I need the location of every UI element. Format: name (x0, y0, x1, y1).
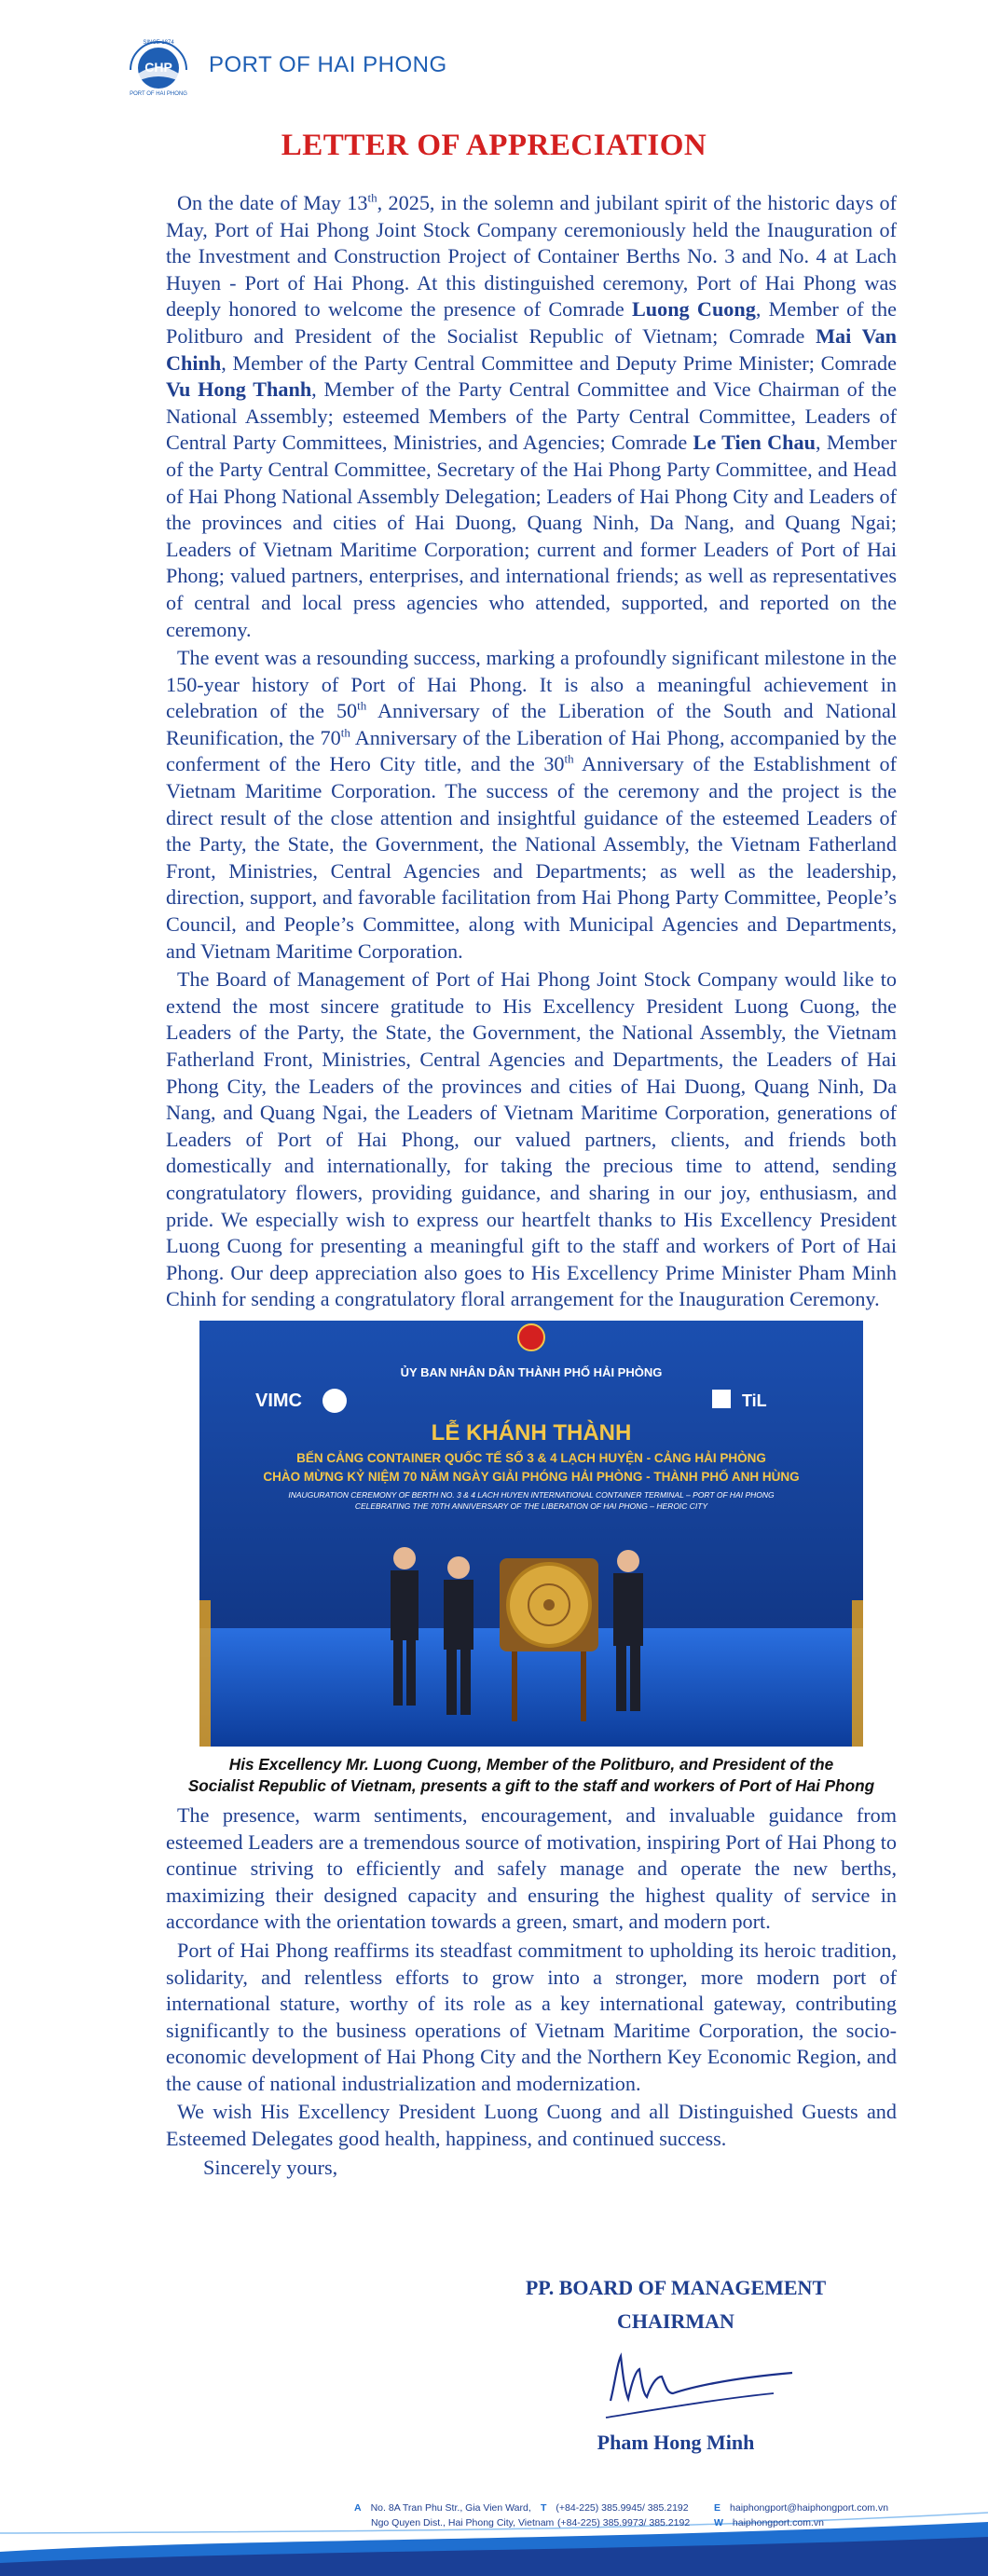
banner-line-1: BẾN CẢNG CONTAINER QUỐC TẾ SỐ 3 & 4 LẠCH HUYỆN - CẢNG HẢI PHÒNG (296, 1450, 766, 1465)
banner-en-2: CELEBRATING THE 70TH ANNIVERSARY OF THE LIBERATION OF HAI PHONG – HEROIC CITY (354, 1500, 708, 1511)
paragraph-3: The Board of Management of Port of Hai Phong Joint Stock Company would like to extend the most sincere gratitude to His Excellency President Luong Cuong, the Leaders of the Party, the State, the Government, the National Assembly, the Vietnam Fatherland Front, Ministries, Central Agencies and Departments, the Leaders of Hai Phong City, the Leaders of the provinces and cities of Hai Duong, Quang Ninh, Da Nang, and Quang Ngai, the Leaders of Vietnam Maritime Corporation, generations of Leaders of Port of Hai Phong, our valued partners, clients, and friends both domestically and internationally, for taking the precious time to attend, sending congratulatory flowers, providing guidance, and sharing in our joy, enthusiasm, and pride. We especially wish to express our heartfelt thanks to His Excellency President Luong Cuong for presenting a meaningful gift to the staff and workers of Port of Hai Phong. Our deep appreciation also goes to His Excellency Prime Minister Pham Minh Chinh for sending a congratulatory floral arrangement for the Inauguration Ceremony. (166, 967, 897, 1311)
signature-line-1: PP. BOARD OF MANAGEMENT (525, 2276, 827, 2299)
paragraph-2: The event was a resounding success, marking a profoundly significant milestone in the 150-year history of Port of Hai Phong. It is also a meaningful achievement in celebration of the 50th Anniversary of the Liberation of the South and National Reunification, the 70th Anniversary of the Liberation of Hai Phong, accompanied by the conferment of the Hero City title, and the 30th Anniversary of the Establishment of Vietnam Maritime Corporation. The success of the ceremony and the project is the direct result of the close attention and insightful guidance of the esteemed Leaders of the Party, the State, the Government, the National Assembly, the Vietnam Fatherland Front, Ministries, Central Agencies and Departments; as well as the leadership, direction, support, and favorable facilitation from Hai Phong Party Committee, People’s Council, and People’s Committee, along with Municipal Agencies and Departments, and Vietnam Maritime Corporation. (166, 646, 898, 963)
paragraph-6: We wish His Excellency President Luong Cuong and all Distinguished Guests and Esteemed Delegates good health, happiness, and continued success. (166, 2100, 897, 2151)
logo-sub: PORT OF HAI PHONG (130, 91, 187, 97)
footer-email[interactable]: haiphongport@haiphongport.com.vn (730, 2502, 889, 2514)
footer-address (354, 2501, 554, 2530)
logo-mark: CHP (144, 60, 172, 75)
web-key: W (714, 2517, 723, 2528)
phone-line-1: (+84-225) 385.9945/ 385.2192 (556, 2502, 689, 2514)
letter-body (166, 190, 897, 2183)
ceremony-photo (199, 1321, 863, 1747)
email-key: E (714, 2502, 721, 2514)
logo-vimc: VIMC (255, 1390, 302, 1411)
handwritten-signature (587, 2345, 802, 2423)
banner-line-2: CHÀO MỪNG KỶ NIỆM 70 NĂM NGÀY GIẢI PHÓNG HẢI PHÒNG - THÀNH PHỐ ANH HÙNG (263, 1469, 800, 1484)
address-line-1: No. 8A Tran Phu Str., Gia Vien Ward, (370, 2502, 531, 2514)
logo-til: TiL (742, 1391, 767, 1410)
footer-phone (541, 2501, 690, 2530)
banner-en-1: INAUGURATION CEREMONY OF BERTH NO. 3 & 4 LACH HUYEN INTERNATIONAL CONTAINER TERMINAL – PORT OF HAI PHONG (288, 1489, 775, 1500)
banner-top: ỦY BAN NHÂN DÂN THÀNH PHỐ HẢI PHÒNG (400, 1364, 663, 1379)
caption-line-1: His Excellency Mr. Luong Cuong, Member of the Politburo, and President of the (228, 1754, 834, 1774)
signatory-name: Pham Hong Minh (597, 2431, 755, 2454)
footer-website[interactable]: haiphongport.com.vn (732, 2517, 824, 2528)
phone-key: T (541, 2502, 547, 2514)
closing: Sincerely yours, (203, 2155, 338, 2179)
address-line-2: Ngo Quyen Dist., Hai Phong City, Vietnam (371, 2517, 555, 2528)
signature-line-2: CHAIRMAN (617, 2309, 734, 2333)
paragraph-4: The presence, warm sentiments, encouragement, and invaluable guidance from esteemed Leaders are a tremendous source of motivation, inspiring Port of Hai Phong to continue striving to efficiently and safely manage and operate the new berths, maximizing their designed capacity and ensuring the highest quality of service in accordance with the orientation towards a green, smart, and modern port. (166, 1802, 897, 1934)
letterhead (121, 28, 447, 103)
paragraph-1: On the date of May 13th, 2025, in the solemn and jubilant spirit of the historic days of May, Port of Hai Phong Joint Stock Company ceremoniously held the Inauguration of the Investment and Construction Project of Container Berths No. 3 and No. 4 at Lach Huyen - Port of Hai Phong. At this distinguished ceremony, Port of Hai Phong was deeply honored to welcome the presence of Comrade Luong Cuong, Member of the Politburo and President of the Socialist Republic of Vietnam; Comrade Mai Van Chinh, Member of the Party Central Committee and Deputy Prime Minister; Comrade Vu Hong Thanh, Member of the Party Central Committee and Vice Chairman of the National Assembly; esteemed Members of the Party Central Committee, Leaders of Central Party Committees, Ministries, and Agencies; Comrade Le Tien Chau, Member of the Party Central Committee, Secretary of the Hai Phong Party Committee, and Head of Hai Phong National Assembly Delegation; Leaders of Hai Phong City and Leaders of the provinces and cities of Hai Duong, Quang Ninh, Da Nang, and Quang Ngai; Leaders of Vietnam Maritime Corporation; current and former Leaders of Port of Hai Phong; valued partners, enterprises, and international friends; as well as representatives of central and local press agencies who attended, supported, and reported on the ceremony. (166, 190, 898, 641)
letter-title: LETTER OF APPRECIATION (281, 129, 707, 162)
brand-name: PORT OF HAI PHONG (209, 52, 447, 77)
photo-caption (129, 1754, 934, 1797)
phone-line-2: (+84-225) 385.9973/ 385.2192 (557, 2517, 691, 2528)
banner-title: LỄ KHÁNH THÀNH (431, 1419, 632, 1446)
caption-line-2: Socialist Republic of Vietnam, presents a gift to the staff and workers of Port of Hai Phong (187, 1775, 875, 1795)
address-key: A (354, 2502, 362, 2514)
footer-web (714, 2501, 888, 2530)
port-logo-icon (121, 33, 196, 98)
logo-since: SINCE 1874 (143, 40, 174, 46)
paragraph-5: Port of Hai Phong reaffirms its steadfast commitment to upholding its heroic tradition, solidarity, and relentless efforts to grow into a stronger, more modern port of international stature, worthy of its role as a key international gateway, contributing significantly to the business operations of Vietnam Maritime Corporation, the socio-economic development of Hai Phong City and the Northern Key Economic Region, and the cause of national industrialization and modernization. (166, 1938, 897, 2095)
